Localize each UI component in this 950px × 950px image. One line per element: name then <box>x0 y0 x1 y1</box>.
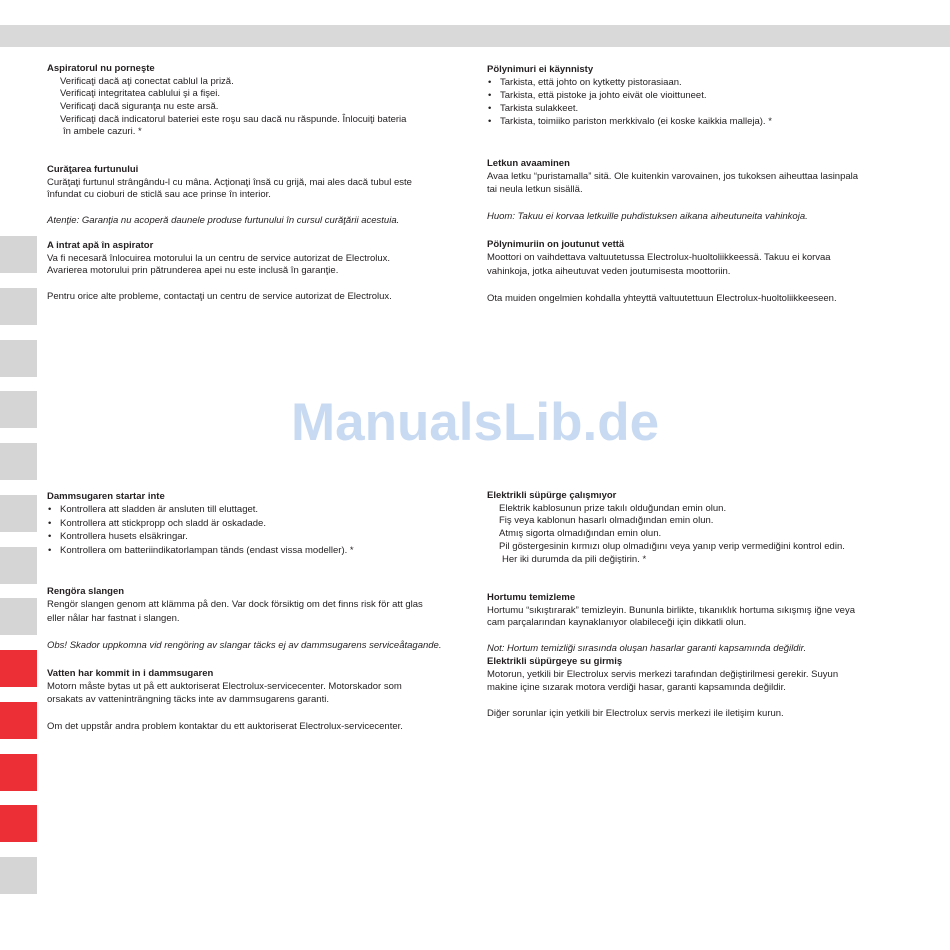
header-bar <box>0 25 950 47</box>
ro-not-starting-section <box>47 63 406 139</box>
body-line: vahinkoja, jotka aiheutuvat veden joutumisesta moottoriin. <box>487 265 731 277</box>
section-heading: Curăţarea furtunului <box>47 164 139 175</box>
side-tab <box>0 650 37 687</box>
side-tab <box>0 598 37 635</box>
body-line: Verificaţi dacă siguranţa nu este arsă. <box>60 101 219 113</box>
body-line: Verificaţi dacă indicatorul bateriei este roşu sau dacă nu răspunde. Înlocuiţi bateria <box>60 113 407 125</box>
ro-water-ingress-section <box>47 240 392 303</box>
list-item <box>487 102 772 115</box>
warranty-note: Not: Hortum temizliği sırasında oluşan hasarlar garanti kapsamında değildir. <box>487 642 807 654</box>
body-line: Verificaţi integritatea cablului şi a fişei. <box>60 88 220 100</box>
sv-not-starting-section <box>47 490 354 558</box>
warranty-note: Huom: Takuu ei korvaa letkuille puhdistuksen aikana aiheutuneita vahinkoja. <box>487 210 808 222</box>
closing-line: Om det uppstår andra problem kontaktar du ett auktoriserat Electrolux-servicecenter. <box>47 720 403 732</box>
side-tab <box>0 495 37 532</box>
list-item <box>47 503 354 517</box>
fi-hose-cleaning-section <box>487 157 858 223</box>
body-line: Atmış sigorta olmadığından emin olun. <box>499 528 662 540</box>
list-bullet: • <box>488 76 492 88</box>
body-line: Fiş veya kablonun hasarlı olmadığından emin olun. <box>499 515 714 527</box>
list-item-text: Kontrollera att sladden är ansluten till eluttaget. <box>60 504 259 515</box>
spacer <box>47 706 403 719</box>
body-line: Elektrik kablosunun prize takılı olduğundan emin olun. <box>499 502 727 514</box>
list-item-text: Tarkista, että pistoke ja johto eivät ole vioittuneet. <box>500 89 707 101</box>
body-line: Avaa letku “puristamalla” sitä. Ole kuitenkin varovainen, jos tukoksen aiheuttaa lasinpala <box>487 170 859 182</box>
body-line: Pil göstergesinin kırmızı olup olmadığını veya yanıp verip vermediğini kontrol edin. <box>499 540 845 552</box>
body-line: orsakats av vatteninträngning täcks inte av dammsugarens garanti. <box>47 694 329 706</box>
list-item-text: Kontrollera att stickpropp och sladd är oskadade. <box>60 517 266 529</box>
closing-line: Diğer sorunlar için yetkili bir Electrolux servis merkezi ile iletişim kurun. <box>487 708 784 720</box>
body-line: Motorun, yetkili bir Electrolux servis merkezi tarafından değiştirilmesi gerekir. Suyun <box>487 668 839 680</box>
body-line: eller nålar har fastnat i slangen. <box>47 612 180 624</box>
body-line: Curăţaţi furtunul strângându-l cu mâna. Acţionaţi însă cu grijă, mai ales dacă tubul este <box>47 176 412 188</box>
warranty-note: Obs! Skador uppkomna vid rengöring av slangar täcks ej av dammsugarens serviceåtagande. <box>47 639 442 651</box>
section-heading: Elektrikli süpürge çalışmıyor <box>487 489 617 501</box>
body-line: Hortumu “sıkıştırarak” temizleyin. Bununla birlikte, tıkanıklık hortuma sıkışmış iğne veya <box>487 604 855 616</box>
spacer <box>487 694 838 707</box>
side-tab <box>0 236 37 273</box>
list-item-text: Tarkista, että johto on kytketty pistorasiaan. <box>500 76 682 88</box>
fi-not-starting-section <box>487 63 772 128</box>
body-line: cam parçalarından kaynaklanıyor olabileceği için dikkatli olun. <box>487 617 747 629</box>
spacer <box>47 625 441 639</box>
ro-hose-cleaning-section <box>47 164 412 227</box>
body-line: Verificaţi dacă aţi conectat cablul la priză. <box>60 75 234 87</box>
side-tabs <box>0 236 37 894</box>
tr-not-starting-section <box>487 490 845 567</box>
list-item-text: Tarkista, toimiiko pariston merkkivalo (ei koske kaikkia malleja). * <box>500 115 772 127</box>
list-bullet: • <box>48 544 52 556</box>
spacer <box>487 278 837 292</box>
list-item-text: Kontrollera husets elsäkringar. <box>60 531 188 542</box>
body-line: Her iki durumda da pili değiştirin. * <box>502 553 647 565</box>
spacer <box>47 278 392 291</box>
list-item-text: Tarkista sulakkeet. <box>500 102 579 114</box>
watermark: ManualsLib.de <box>290 393 660 452</box>
list-bullet: • <box>488 102 492 114</box>
list-bullet: • <box>48 531 52 542</box>
list-bullet: • <box>488 115 492 127</box>
warranty-note: Atenţie: Garanţia nu acoperă daunele produse furtunului în cursul curăţării acestuia. <box>47 214 400 226</box>
body-line: Va fi necesară înlocuirea motorului la un centru de service autorizat de Electrolux. <box>47 252 391 264</box>
side-tab <box>0 754 37 791</box>
body-line: Avarierea motorului prin pătrunderea apei nu este inclusă în garanţie. <box>47 265 339 277</box>
closing-line: Pentru orice alte probleme, contactaţi un centru de service autorizat de Electrolux. <box>47 290 392 302</box>
list-bullet: • <box>488 89 492 101</box>
body-line: Rengör slangen genom att klämma på den. Var dock försiktig om det finns risk för att glas <box>47 599 423 610</box>
tr-hose-cleaning-section <box>487 592 855 656</box>
section-heading: Dammsugaren startar inte <box>47 490 165 502</box>
body-line: makine içine sızarak motora verdiği hasar, garanti kapsamında değildir. <box>487 681 786 693</box>
sv-hose-cleaning-section <box>47 585 441 653</box>
section-heading: Vatten har kommit in i dammsugaren <box>47 667 214 679</box>
fi-water-ingress-section <box>487 238 837 306</box>
list-bullet: • <box>48 504 52 515</box>
side-tab <box>0 702 37 739</box>
body-line: înfundat cu cioburi de sticlă sau ace prinse în interior. <box>47 189 271 201</box>
section-heading: Pölynimuri ei käynnisty <box>487 63 594 75</box>
list-item <box>487 89 772 102</box>
list-item <box>487 76 772 89</box>
section-heading: Elektrikli süpürgeye su girmiş <box>487 655 623 667</box>
tr-water-ingress-section <box>487 655 838 721</box>
sv-water-ingress-section <box>47 667 403 733</box>
section-heading: Letkun avaaminen <box>487 157 570 169</box>
section-heading: Hortumu temizleme <box>487 591 576 603</box>
section-heading: Rengöra slangen <box>47 585 125 597</box>
side-tab <box>0 288 37 325</box>
body-line: Motorn måste bytas ut på ett auktoriserat Electrolux-servicecenter. Motorskador som <box>47 680 402 692</box>
list-item <box>47 544 354 558</box>
side-tab <box>0 857 37 894</box>
spacer <box>47 202 412 215</box>
list-item-text: Kontrollera om batteriindikatorlampan tänds (endast vissa modeller). * <box>60 544 354 556</box>
body-line: în ambele cazuri. * <box>63 126 142 138</box>
side-tab <box>0 805 37 842</box>
spacer <box>487 196 858 209</box>
list-item <box>47 530 354 544</box>
body-line: tai neula letkun sisällä. <box>487 184 583 196</box>
body-line: Moottori on vaihdettava valtuutetussa Electrolux-huoltoliikkeessä. Takuu ei korvaa <box>487 252 831 263</box>
side-tab <box>0 547 37 584</box>
section-heading: Pölynimuriin on joutunut vettä <box>487 238 625 250</box>
spacer <box>487 630 855 643</box>
section-heading: A intrat apă în aspirator <box>47 240 154 251</box>
section-heading: Aspiratorul nu porneşte <box>47 63 155 74</box>
list-bullet: • <box>48 517 52 529</box>
list-item <box>487 115 772 128</box>
closing-line: Ota muiden ongelmien kohdalla yhteyttä valtuutettuun Electrolux-huoltoliikkeeseen. <box>487 292 837 304</box>
list-item <box>47 517 354 531</box>
side-tab <box>0 340 37 377</box>
